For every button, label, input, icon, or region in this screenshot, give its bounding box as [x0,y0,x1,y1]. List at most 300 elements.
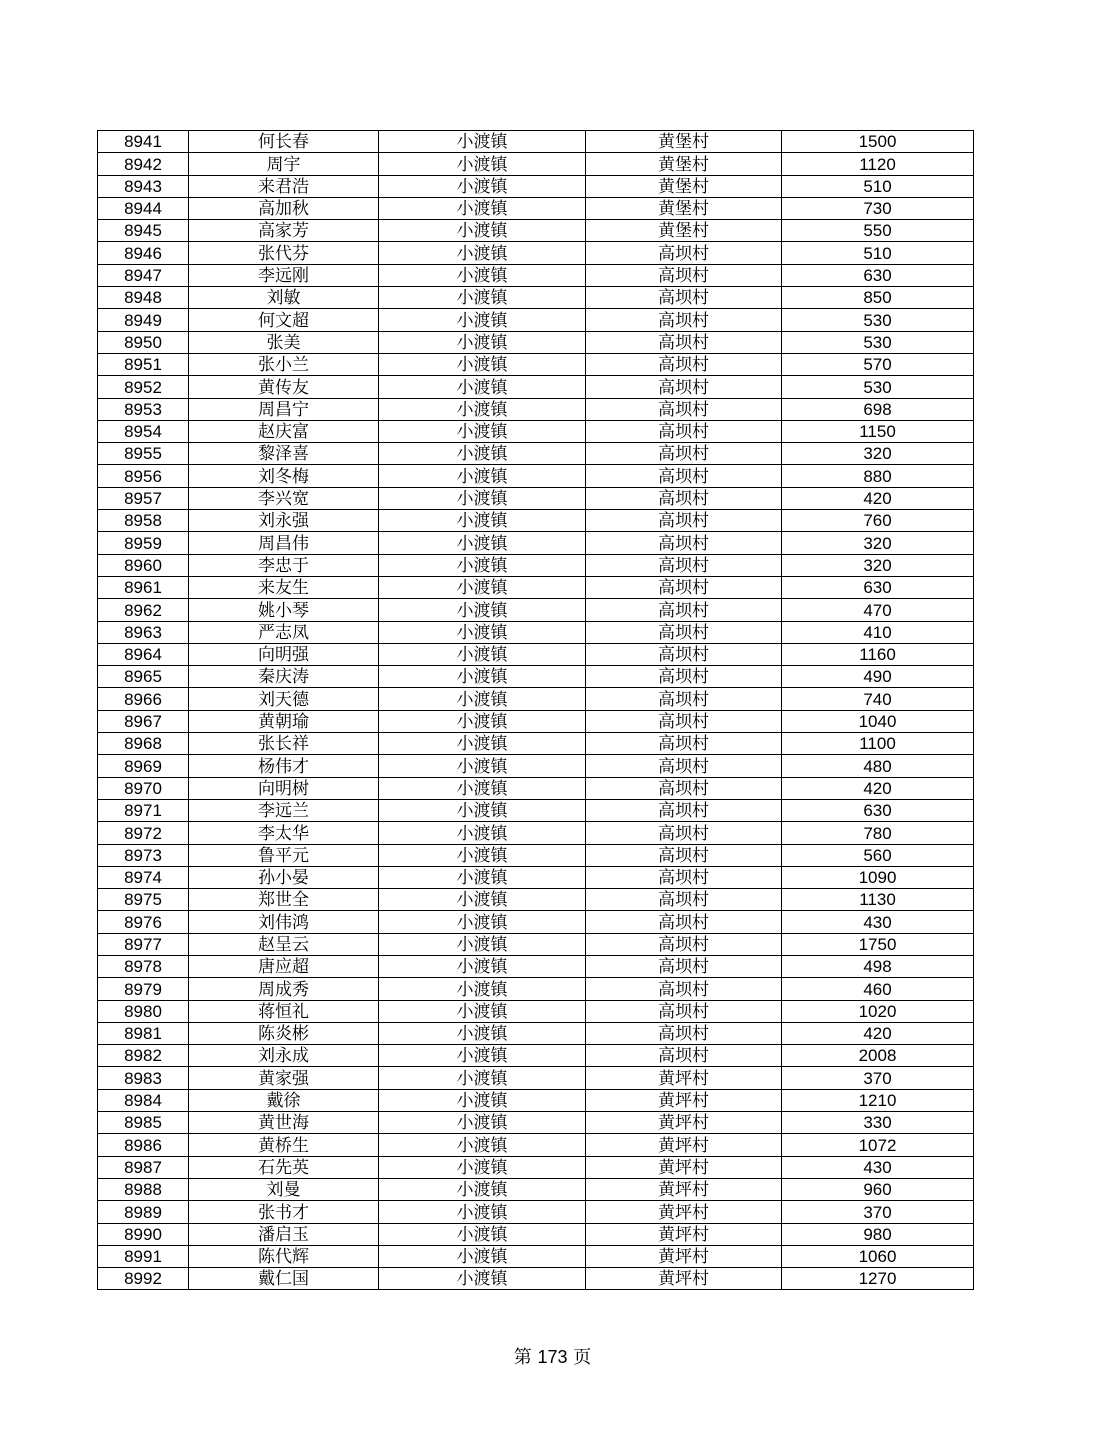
cell-id: 8959 [98,532,189,554]
cell-village: 高坝村 [586,420,782,442]
cell-amount: 2008 [782,1045,974,1067]
cell-village: 高坝村 [586,287,782,309]
cell-amount: 480 [782,755,974,777]
cell-town: 小渡镇 [379,487,586,509]
cell-village: 高坝村 [586,353,782,375]
table-row [98,755,974,777]
cell-town: 小渡镇 [379,309,586,331]
page-number: 173 [537,1347,568,1367]
cell-amount: 1150 [782,420,974,442]
cell-town: 小渡镇 [379,1156,586,1178]
cell-name: 黄世海 [189,1112,379,1134]
table-row [98,353,974,375]
cell-town: 小渡镇 [379,532,586,554]
cell-id: 8943 [98,175,189,197]
cell-town: 小渡镇 [379,688,586,710]
cell-amount: 760 [782,510,974,532]
cell-amount: 410 [782,621,974,643]
table-row [98,1178,974,1200]
roster-table [97,130,974,1290]
table-row [98,510,974,532]
table-row [98,1022,974,1044]
table-row [98,933,974,955]
cell-village: 黄坪村 [586,1134,782,1156]
cell-amount: 330 [782,1112,974,1134]
cell-town: 小渡镇 [379,465,586,487]
cell-id: 8957 [98,487,189,509]
cell-town: 小渡镇 [379,1022,586,1044]
cell-amount: 370 [782,1201,974,1223]
table-row [98,799,974,821]
cell-name: 陈炎彬 [189,1022,379,1044]
cell-town: 小渡镇 [379,621,586,643]
cell-name: 李太华 [189,822,379,844]
cell-town: 小渡镇 [379,844,586,866]
cell-name: 李远刚 [189,264,379,286]
cell-id: 8948 [98,287,189,309]
cell-amount: 498 [782,955,974,977]
cell-town: 小渡镇 [379,822,586,844]
cell-village: 高坝村 [586,643,782,665]
page-label-suffix: 页 [573,1347,592,1368]
cell-village: 高坝村 [586,710,782,732]
cell-name: 孙小晏 [189,866,379,888]
table-row [98,1089,974,1111]
cell-town: 小渡镇 [379,1134,586,1156]
cell-village: 高坝村 [586,398,782,420]
table-row [98,287,974,309]
cell-amount: 980 [782,1223,974,1245]
cell-town: 小渡镇 [379,287,586,309]
cell-village: 高坝村 [586,554,782,576]
table-row [98,175,974,197]
cell-id: 8978 [98,955,189,977]
cell-town: 小渡镇 [379,1268,586,1290]
table-row [98,844,974,866]
cell-id: 8964 [98,643,189,665]
cell-id: 8980 [98,1000,189,1022]
cell-amount: 1500 [782,131,974,153]
cell-name: 来友生 [189,576,379,598]
table-row [98,554,974,576]
table-row [98,1245,974,1267]
cell-town: 小渡镇 [379,755,586,777]
cell-id: 8977 [98,933,189,955]
table-row [98,532,974,554]
cell-name: 刘天德 [189,688,379,710]
cell-id: 8950 [98,331,189,353]
cell-amount: 630 [782,799,974,821]
cell-town: 小渡镇 [379,510,586,532]
cell-name: 张书才 [189,1201,379,1223]
table-row [98,1156,974,1178]
cell-town: 小渡镇 [379,220,586,242]
roster-table-body [98,131,974,1290]
cell-name: 高加秋 [189,197,379,219]
cell-id: 8944 [98,197,189,219]
cell-name: 黄家强 [189,1067,379,1089]
roster-table-container [97,130,974,1290]
cell-amount: 1120 [782,153,974,175]
cell-amount: 1210 [782,1089,974,1111]
cell-name: 李远兰 [189,799,379,821]
cell-village: 黄坪村 [586,1178,782,1200]
table-row [98,911,974,933]
cell-id: 8981 [98,1022,189,1044]
table-row [98,599,974,621]
cell-amount: 430 [782,911,974,933]
cell-village: 黄坪村 [586,1089,782,1111]
cell-id: 8972 [98,822,189,844]
cell-name: 唐应超 [189,955,379,977]
cell-amount: 1040 [782,710,974,732]
cell-village: 高坝村 [586,844,782,866]
cell-name: 张代芬 [189,242,379,264]
cell-amount: 550 [782,220,974,242]
cell-amount: 740 [782,688,974,710]
cell-village: 高坝村 [586,443,782,465]
table-row [98,443,974,465]
cell-town: 小渡镇 [379,242,586,264]
cell-name: 郑世全 [189,889,379,911]
table-row [98,955,974,977]
cell-town: 小渡镇 [379,353,586,375]
cell-town: 小渡镇 [379,799,586,821]
cell-town: 小渡镇 [379,955,586,977]
cell-amount: 1020 [782,1000,974,1022]
cell-id: 8982 [98,1045,189,1067]
cell-name: 赵呈云 [189,933,379,955]
cell-village: 高坝村 [586,755,782,777]
cell-village: 高坝村 [586,978,782,1000]
table-row [98,131,974,153]
table-row [98,1268,974,1290]
cell-id: 8992 [98,1268,189,1290]
cell-name: 黄传友 [189,376,379,398]
cell-village: 黄堡村 [586,131,782,153]
table-row [98,576,974,598]
cell-village: 高坝村 [586,309,782,331]
cell-id: 8973 [98,844,189,866]
table-row [98,621,974,643]
table-row [98,398,974,420]
cell-town: 小渡镇 [379,866,586,888]
cell-village: 黄堡村 [586,197,782,219]
cell-amount: 420 [782,1022,974,1044]
table-row [98,733,974,755]
cell-id: 8975 [98,889,189,911]
cell-name: 鲁平元 [189,844,379,866]
cell-amount: 460 [782,978,974,1000]
cell-id: 8947 [98,264,189,286]
cell-village: 高坝村 [586,1022,782,1044]
cell-name: 姚小琴 [189,599,379,621]
cell-village: 高坝村 [586,465,782,487]
table-row [98,1223,974,1245]
cell-id: 8988 [98,1178,189,1200]
cell-amount: 420 [782,777,974,799]
cell-amount: 960 [782,1178,974,1200]
cell-amount: 320 [782,554,974,576]
cell-id: 8970 [98,777,189,799]
table-row [98,331,974,353]
cell-village: 高坝村 [586,822,782,844]
cell-town: 小渡镇 [379,1112,586,1134]
cell-name: 黎泽喜 [189,443,379,465]
table-row [98,487,974,509]
cell-village: 黄堡村 [586,175,782,197]
cell-village: 高坝村 [586,576,782,598]
table-row [98,376,974,398]
cell-village: 高坝村 [586,933,782,955]
cell-name: 李兴宽 [189,487,379,509]
cell-id: 8963 [98,621,189,643]
table-row [98,666,974,688]
cell-town: 小渡镇 [379,1201,586,1223]
cell-town: 小渡镇 [379,1000,586,1022]
cell-town: 小渡镇 [379,331,586,353]
cell-village: 黄堡村 [586,220,782,242]
cell-amount: 1270 [782,1268,974,1290]
cell-town: 小渡镇 [379,733,586,755]
cell-town: 小渡镇 [379,398,586,420]
cell-amount: 510 [782,242,974,264]
cell-name: 刘伟鸿 [189,911,379,933]
cell-id: 8961 [98,576,189,598]
cell-id: 8952 [98,376,189,398]
cell-name: 周宇 [189,153,379,175]
cell-town: 小渡镇 [379,264,586,286]
cell-amount: 370 [782,1067,974,1089]
table-row [98,420,974,442]
cell-id: 8946 [98,242,189,264]
table-row [98,309,974,331]
cell-amount: 530 [782,309,974,331]
cell-village: 高坝村 [586,532,782,554]
cell-village: 高坝村 [586,666,782,688]
cell-name: 陈代辉 [189,1245,379,1267]
cell-id: 8942 [98,153,189,175]
cell-amount: 1100 [782,733,974,755]
cell-id: 8956 [98,465,189,487]
cell-amount: 510 [782,175,974,197]
cell-id: 8955 [98,443,189,465]
cell-village: 高坝村 [586,510,782,532]
cell-village: 黄坪村 [586,1268,782,1290]
cell-village: 黄坪村 [586,1201,782,1223]
cell-name: 黄桥生 [189,1134,379,1156]
cell-village: 高坝村 [586,621,782,643]
table-row [98,1000,974,1022]
table-row [98,1112,974,1134]
cell-town: 小渡镇 [379,666,586,688]
cell-id: 8941 [98,131,189,153]
cell-town: 小渡镇 [379,978,586,1000]
table-row [98,1134,974,1156]
cell-name: 张小兰 [189,353,379,375]
table-row [98,643,974,665]
cell-name: 张美 [189,331,379,353]
cell-village: 黄堡村 [586,153,782,175]
cell-town: 小渡镇 [379,933,586,955]
cell-amount: 320 [782,532,974,554]
cell-amount: 490 [782,666,974,688]
cell-amount: 850 [782,287,974,309]
cell-name: 高家芳 [189,220,379,242]
table-row [98,220,974,242]
cell-town: 小渡镇 [379,777,586,799]
cell-name: 石先英 [189,1156,379,1178]
table-row [98,889,974,911]
cell-id: 8962 [98,599,189,621]
cell-name: 刘冬梅 [189,465,379,487]
cell-village: 黄坪村 [586,1156,782,1178]
cell-town: 小渡镇 [379,153,586,175]
cell-id: 8986 [98,1134,189,1156]
page-label-prefix: 第 [513,1347,532,1368]
cell-town: 小渡镇 [379,1067,586,1089]
cell-id: 8954 [98,420,189,442]
cell-id: 8989 [98,1201,189,1223]
cell-name: 周成秀 [189,978,379,1000]
cell-name: 刘曼 [189,1178,379,1200]
cell-amount: 430 [782,1156,974,1178]
cell-amount: 630 [782,576,974,598]
table-row [98,242,974,264]
cell-id: 8945 [98,220,189,242]
cell-name: 向明强 [189,643,379,665]
cell-village: 高坝村 [586,242,782,264]
cell-town: 小渡镇 [379,1045,586,1067]
cell-town: 小渡镇 [379,376,586,398]
cell-id: 8990 [98,1223,189,1245]
cell-name: 潘启玉 [189,1223,379,1245]
table-row [98,153,974,175]
cell-amount: 1090 [782,866,974,888]
cell-id: 8969 [98,755,189,777]
cell-name: 周昌宁 [189,398,379,420]
cell-amount: 880 [782,465,974,487]
cell-town: 小渡镇 [379,554,586,576]
cell-amount: 560 [782,844,974,866]
cell-name: 严志凤 [189,621,379,643]
page-footer [0,1343,1105,1369]
cell-town: 小渡镇 [379,1089,586,1111]
cell-village: 高坝村 [586,599,782,621]
cell-village: 黄坪村 [586,1245,782,1267]
cell-name: 刘永强 [189,510,379,532]
cell-id: 8979 [98,978,189,1000]
cell-name: 秦庆涛 [189,666,379,688]
cell-name: 戴徐 [189,1089,379,1111]
table-row [98,777,974,799]
cell-town: 小渡镇 [379,599,586,621]
cell-name: 赵庆富 [189,420,379,442]
cell-id: 8985 [98,1112,189,1134]
cell-town: 小渡镇 [379,889,586,911]
cell-village: 高坝村 [586,1000,782,1022]
cell-town: 小渡镇 [379,911,586,933]
table-row [98,197,974,219]
cell-name: 戴仁国 [189,1268,379,1290]
cell-village: 高坝村 [586,777,782,799]
cell-amount: 1750 [782,933,974,955]
cell-id: 8971 [98,799,189,821]
cell-village: 黄坪村 [586,1067,782,1089]
table-row [98,978,974,1000]
cell-village: 高坝村 [586,733,782,755]
cell-id: 8953 [98,398,189,420]
cell-amount: 570 [782,353,974,375]
cell-id: 8960 [98,554,189,576]
cell-id: 8983 [98,1067,189,1089]
cell-amount: 530 [782,376,974,398]
table-row [98,264,974,286]
cell-amount: 630 [782,264,974,286]
cell-amount: 420 [782,487,974,509]
cell-town: 小渡镇 [379,443,586,465]
table-row [98,866,974,888]
cell-id: 8991 [98,1245,189,1267]
cell-name: 刘敏 [189,287,379,309]
cell-town: 小渡镇 [379,420,586,442]
cell-amount: 470 [782,599,974,621]
cell-village: 高坝村 [586,799,782,821]
cell-name: 何文超 [189,309,379,331]
cell-name: 黄朝瑜 [189,710,379,732]
cell-town: 小渡镇 [379,1245,586,1267]
table-row [98,465,974,487]
table-row [98,1201,974,1223]
cell-name: 周昌伟 [189,532,379,554]
cell-village: 黄坪村 [586,1223,782,1245]
cell-village: 高坝村 [586,487,782,509]
cell-id: 8987 [98,1156,189,1178]
cell-town: 小渡镇 [379,131,586,153]
cell-town: 小渡镇 [379,710,586,732]
table-row [98,688,974,710]
cell-id: 8968 [98,733,189,755]
cell-amount: 730 [782,197,974,219]
cell-amount: 1130 [782,889,974,911]
cell-name: 向明树 [189,777,379,799]
cell-id: 8958 [98,510,189,532]
cell-village: 高坝村 [586,264,782,286]
cell-amount: 320 [782,443,974,465]
cell-village: 高坝村 [586,889,782,911]
cell-village: 高坝村 [586,376,782,398]
cell-town: 小渡镇 [379,175,586,197]
cell-name: 来君浩 [189,175,379,197]
cell-village: 高坝村 [586,955,782,977]
cell-village: 黄坪村 [586,1112,782,1134]
cell-id: 8965 [98,666,189,688]
cell-id: 8976 [98,911,189,933]
cell-name: 李忠于 [189,554,379,576]
cell-town: 小渡镇 [379,643,586,665]
cell-amount: 1160 [782,643,974,665]
cell-name: 刘永成 [189,1045,379,1067]
table-row [98,710,974,732]
cell-village: 高坝村 [586,688,782,710]
cell-village: 高坝村 [586,911,782,933]
cell-town: 小渡镇 [379,576,586,598]
cell-amount: 1072 [782,1134,974,1156]
cell-amount: 530 [782,331,974,353]
cell-name: 张长祥 [189,733,379,755]
cell-id: 8951 [98,353,189,375]
cell-id: 8966 [98,688,189,710]
